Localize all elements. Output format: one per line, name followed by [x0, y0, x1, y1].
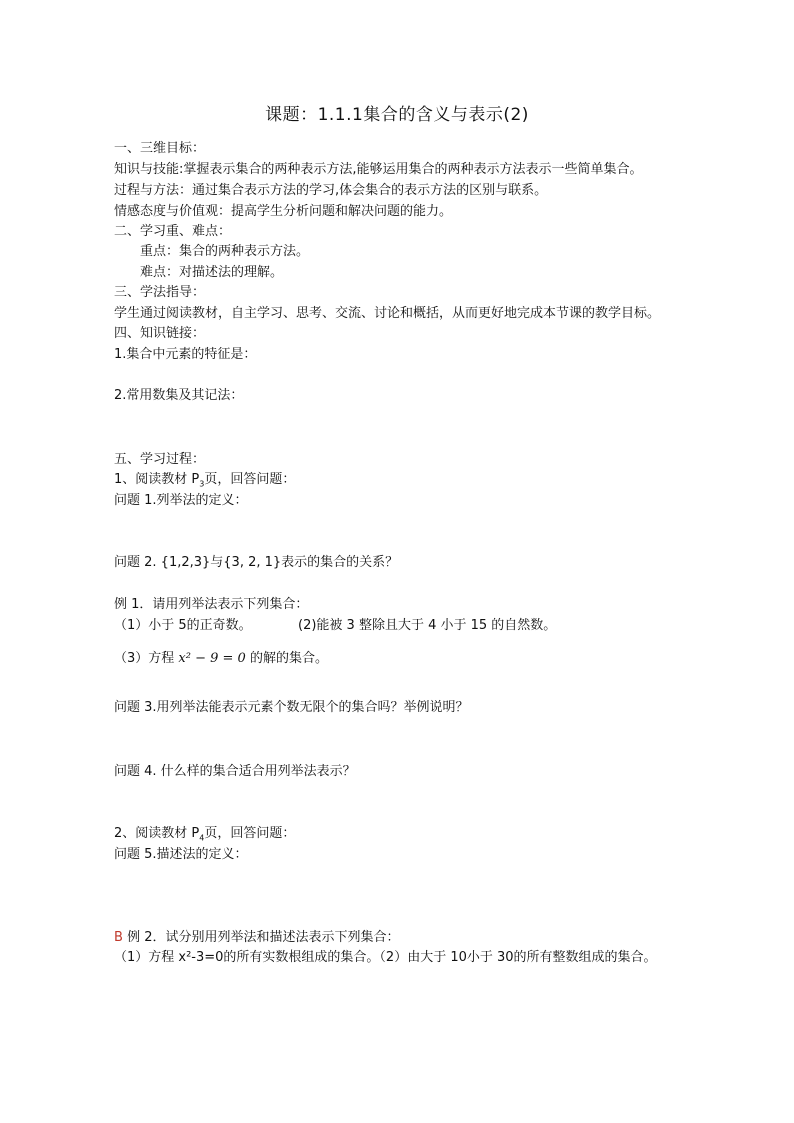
- link-question-2: 2.常用数集及其记法：: [114, 388, 244, 403]
- example-1-item-3-prefix: （3）方程: [114, 651, 175, 666]
- section-3-heading: 三、学法指导：: [114, 285, 206, 300]
- section-2-heading: 二、学习重、难点：: [114, 224, 232, 239]
- example-1-title: 例 1．请用列举法表示下列集合：: [114, 597, 309, 612]
- example-2-marker: B: [114, 930, 123, 945]
- reading-task-2-page: 4: [199, 833, 205, 843]
- reading-task-2-prefix: 2、阅读教材 P: [114, 826, 200, 841]
- section-1-heading: 一、三维目标：: [114, 141, 206, 156]
- example-1-item-3: [114, 650, 328, 668]
- question-5: 问题 5.描述法的定义：: [114, 847, 248, 862]
- section-4-heading: 四、知识链接：: [114, 326, 206, 341]
- section-5-heading: 五、学习过程：: [114, 452, 206, 467]
- study-method-text: 学生通过阅读教材，自主学习、思考、交流、讨论和概括，从而更好地完成本节课的教学目标。: [114, 306, 661, 321]
- reading-task-1: [114, 471, 295, 494]
- difficult-point: 难点：对描述法的理解。: [140, 265, 284, 280]
- page-title: 课题：1.1.1集合的含义与表示(2): [265, 105, 529, 125]
- goal-attitude: 情感态度与价值观：提高学生分析问题和解决问题的能力。: [114, 204, 453, 219]
- link-question-1: 1.集合中元素的特征是：: [114, 347, 257, 362]
- example-1-item-3-suffix: 的解的集合。: [249, 651, 328, 666]
- question-1: 问题 1.列举法的定义：: [114, 493, 248, 508]
- example-1-item-2: (2)能被 3 整除且大于 4 小于 15 的自然数。: [298, 618, 557, 633]
- example-2-title-text: 例 2．试分别用列举法和描述法表示下列集合：: [127, 930, 400, 945]
- reading-task-1-suffix: 页，回答问题：: [204, 472, 296, 487]
- example-1-item-1: （1）小于 5的正奇数。: [114, 618, 252, 633]
- example-2-title: [114, 929, 399, 947]
- reading-task-2-suffix: 页，回答问题：: [204, 826, 296, 841]
- question-4: 问题 4. 什么样的集合适合用列举法表示？: [114, 764, 356, 779]
- equation: x² − 9 = 0: [178, 651, 246, 666]
- key-point: 重点：集合的两种表示方法。: [140, 244, 310, 259]
- goal-knowledge: 知识与技能:掌握表示集合的两种表示方法,能够运用集合的两种表示方法表示一些简单集合。: [114, 162, 643, 177]
- question-3: 问题 3.用列举法能表示元素个数无限个的集合吗？举例说明？: [114, 700, 469, 715]
- question-2: 问题 2. {1,2,3}与{3, 2, 1}表示的集合的关系？: [114, 555, 399, 570]
- reading-task-2: [114, 825, 295, 848]
- reading-task-1-page: 3: [199, 479, 205, 489]
- example-2-items: （1）方程 x²-3=0的所有实数根组成的集合。（2）由大于 10小于 30的所有整数组成的集合。: [114, 950, 657, 965]
- reading-task-1-prefix: 1、阅读教材 P: [114, 472, 200, 487]
- goal-process: 过程与方法：通过集合表示方法的学习,体会集合的表示方法的区别与联系。: [114, 183, 548, 198]
